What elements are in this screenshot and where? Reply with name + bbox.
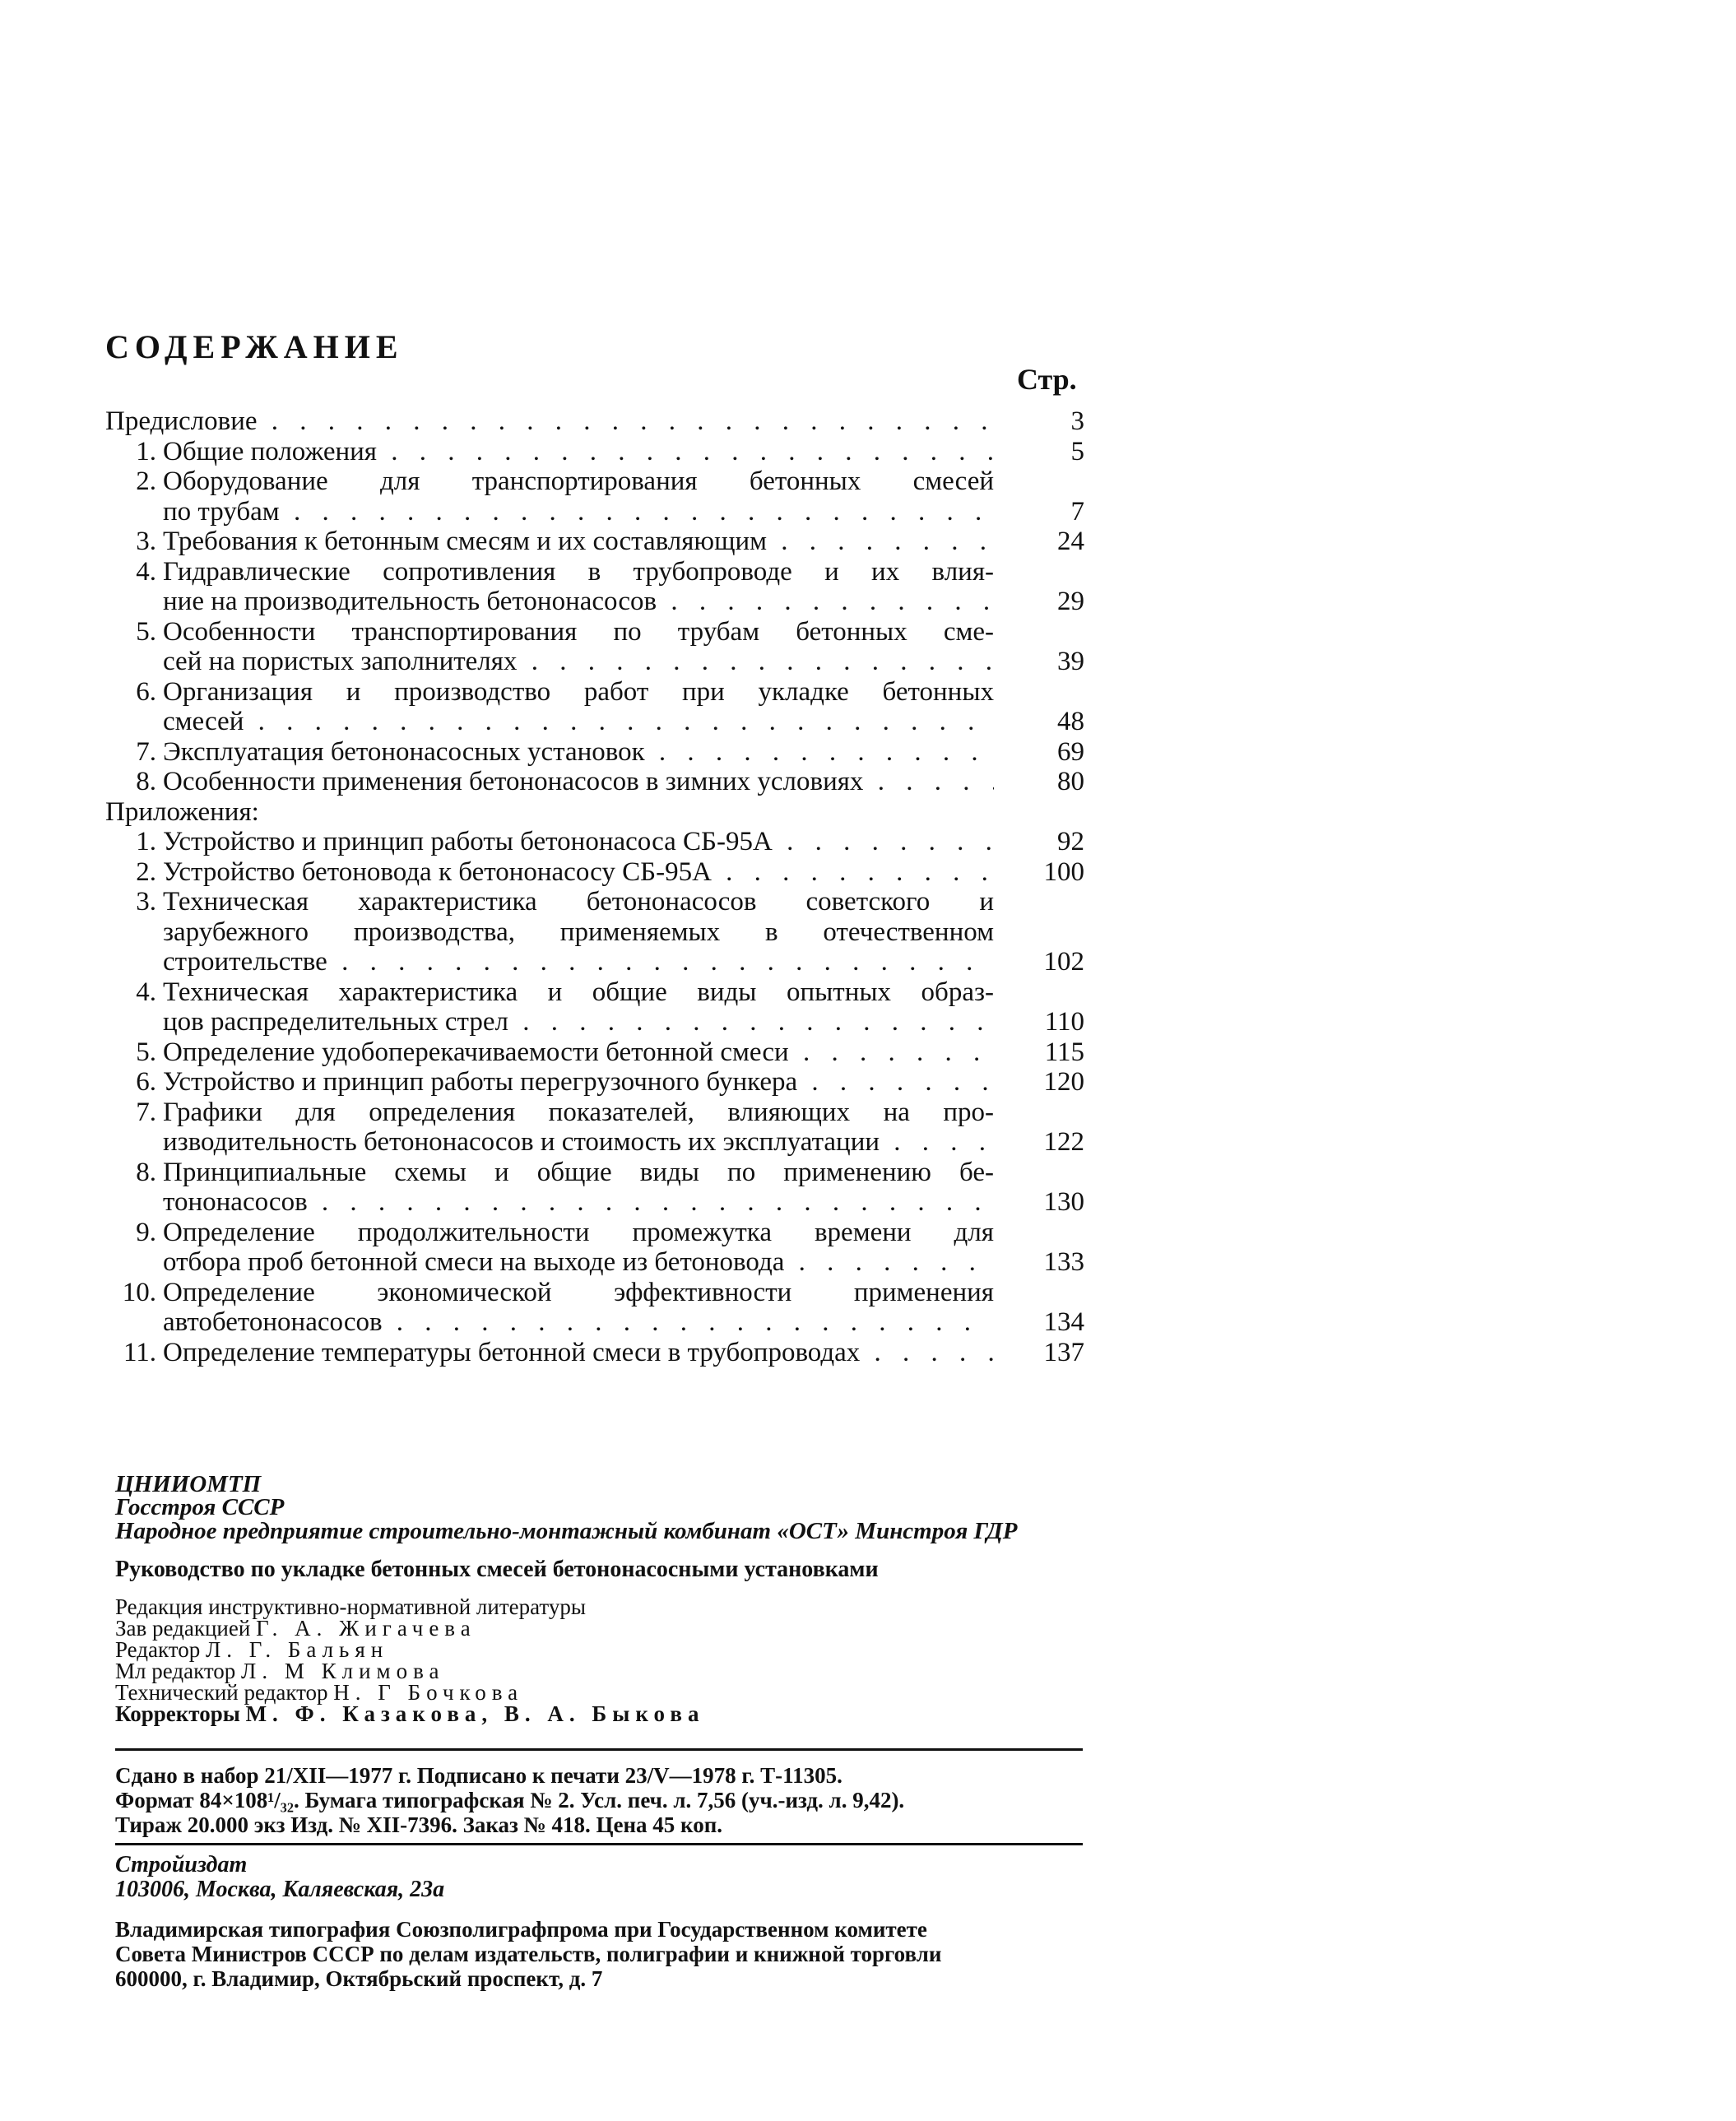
toc-entry-page: 122	[1043, 1127, 1084, 1157]
toc-entry-title: Предисловие . . .	[105, 406, 994, 437]
print-detail-line: Сдано в набор 21/XII—1977 г. Подписано к печати 23/V—1978 г. Т-11305.	[115, 1763, 842, 1788]
credit-role: Редакция инструктивно-нормативной литературы	[115, 1594, 586, 1619]
print-detail-line: Формат 84×108¹/₃₂. Бумага типографская № 2. Усл. печ. л. 7,56 (уч.-изд. л. 9,42).	[115, 1788, 905, 1812]
toc-entry	[105, 1127, 1084, 1158]
credit-line	[115, 1617, 1086, 1639]
toc-entry	[105, 977, 1084, 1008]
credit-role: Мл редактор	[115, 1659, 236, 1683]
credit-role: Корректоры	[115, 1701, 240, 1726]
toc-entry-page: 69	[1057, 736, 1084, 767]
toc-entry-page: 134	[1043, 1307, 1084, 1337]
toc-entry-page: 7	[1070, 496, 1084, 527]
toc-entry-page: 92	[1057, 827, 1084, 856]
credit-name: Л. Г. Бальян	[205, 1637, 389, 1662]
toc-entry	[105, 1007, 1084, 1037]
toc-entry	[105, 587, 1084, 617]
toc-entry-number: 5.	[136, 1037, 156, 1067]
toc-entry-title: автобетононасосов . . .	[163, 1307, 994, 1338]
toc-entry-page: 5	[1070, 436, 1084, 466]
table-of-contents	[105, 406, 1084, 1367]
toc-entry	[105, 437, 1084, 467]
toc-entry-title: по трубам . . .	[163, 497, 994, 527]
toc-entry-number: 4.	[136, 977, 156, 1007]
credit-role: Зав редакцией	[115, 1616, 251, 1641]
toc-entry	[105, 1158, 1084, 1188]
book-title: Руководство по укладке бетонных смесей бетононасосными установками	[115, 1557, 879, 1582]
toc-entry-title: смесей . . .	[163, 707, 994, 737]
toc-entry-number: 8.	[136, 767, 156, 796]
toc-entry	[105, 1338, 1084, 1368]
toc-entry-page: 39	[1057, 647, 1084, 676]
toc-title: СОДЕРЖАНИЕ	[105, 328, 404, 365]
toc-entry-title: отбора проб бетонной смеси на выходе из бетоновода . . .	[163, 1247, 994, 1278]
credit-line	[115, 1682, 1086, 1703]
toc-entry	[105, 1187, 1084, 1218]
credit-name: Н. Г Бочкова	[333, 1680, 524, 1705]
toc-entry	[105, 827, 1084, 857]
toc-entry-title: Определение температуры бетонной смеси в трубопроводах . . .	[163, 1338, 994, 1368]
page-column-header: Стр.	[1017, 363, 1077, 396]
credit-name: Л. М Климова	[241, 1659, 445, 1683]
toc-entry-page: 137	[1043, 1337, 1084, 1367]
toc-entry	[105, 887, 1084, 917]
toc-entry-number: 6.	[136, 676, 156, 707]
toc-entry	[105, 1098, 1084, 1128]
toc-entry-page: 3	[1070, 406, 1084, 436]
toc-entry	[105, 1067, 1084, 1098]
publisher-address: 103006, Москва, Каляевская, 23а	[115, 1877, 445, 1902]
toc-entry	[105, 797, 1084, 828]
imprint-block	[115, 1473, 1086, 1724]
printer-detail-line: 600000, г. Владимир, Октябрьский проспект, д. 7	[115, 1966, 603, 1991]
toc-entry-number: 3.	[136, 527, 156, 556]
org-name: ЦНИИОМТП	[115, 1471, 262, 1497]
toc-entry-title: Определение продолжительности промежутка времени для	[163, 1217, 994, 1247]
toc-entry-number: 2.	[136, 466, 156, 496]
org-partner: Народное предприятие строительно-монтажный комбинат «ОСТ» Минстроя ГДР	[115, 1518, 1018, 1544]
toc-entry-page: 120	[1043, 1067, 1084, 1097]
org-parent: Госстроя СССР	[115, 1494, 285, 1520]
toc-entry-page: 29	[1057, 587, 1084, 616]
toc-entry-title: Устройство и принцип работы перегрузочного бункера . . .	[163, 1067, 994, 1098]
printer-detail-line: Владимирская типография Союзполиграфпрома при Государственном комитете	[115, 1917, 927, 1942]
toc-entry	[105, 737, 1084, 768]
toc-entry-number: 3.	[136, 887, 156, 917]
divider-top	[115, 1748, 1083, 1751]
print-detail-line: Тираж 20.000 экз Изд. № XII-7396. Заказ № 418. Цена 45 коп.	[115, 1812, 723, 1837]
toc-entry-title: Приложения:	[105, 796, 259, 827]
toc-entry-number: 1.	[136, 827, 156, 856]
credit-line	[115, 1660, 1086, 1682]
toc-entry-page: 100	[1043, 856, 1084, 887]
toc-entry-title: изводительность бетононасосов и стоимость их эксплуатации . . .	[163, 1127, 994, 1158]
toc-entry	[105, 406, 1084, 437]
credit-name: М. Ф. Казакова, В. А. Быкова	[245, 1701, 705, 1726]
toc-entry	[105, 767, 1084, 797]
toc-entry-title: Требования к бетонным смесям и их составляющим . . .	[163, 527, 994, 557]
toc-entry-title: Графики для определения показателей, влияющих на про-	[163, 1097, 994, 1127]
toc-entry	[105, 1307, 1084, 1338]
toc-entry-page: 130	[1043, 1187, 1084, 1217]
toc-entry-number: 7.	[136, 736, 156, 767]
toc-entry-title: Устройство бетоновода к бетононасосу СБ-95А . . .	[163, 857, 994, 888]
toc-entry-page: 102	[1043, 947, 1084, 977]
toc-entry	[105, 497, 1084, 527]
toc-entry-number: 1.	[136, 436, 156, 466]
toc-entry	[105, 947, 1084, 977]
credit-line	[115, 1639, 1086, 1660]
credits-list	[115, 1596, 1086, 1724]
toc-entry	[105, 707, 1084, 737]
toc-entry-number: 7.	[136, 1097, 156, 1127]
toc-entry-title: ние на производительность бетононасосов . . .	[163, 587, 994, 617]
toc-entry	[105, 917, 1084, 948]
toc-entry	[105, 527, 1084, 557]
toc-entry	[105, 1247, 1084, 1278]
publisher-block	[115, 1853, 444, 1902]
toc-entry-title: Принципиальные схемы и общие виды по применению бе-	[163, 1157, 994, 1187]
credit-line	[115, 1596, 1086, 1617]
publisher-name: Стройиздат	[115, 1852, 248, 1877]
toc-entry-title: цов распределительных стрел . . .	[163, 1007, 994, 1037]
printer-detail-line: Совета Министров СССР по делам издательств, полиграфии и книжной торговли	[115, 1942, 942, 1966]
toc-entry	[105, 617, 1084, 647]
toc-entry-title: сей на пористых заполнителях . . .	[163, 647, 994, 677]
toc-entry-number: 5.	[136, 616, 156, 647]
credit-role: Технический редактор	[115, 1680, 328, 1705]
toc-entry-title: строительстве . . .	[163, 947, 994, 977]
toc-entry-title: Эксплуатация бетононасосных установок . . .	[163, 737, 994, 768]
toc-entry-number: 2.	[136, 856, 156, 887]
toc-entry-title: Определение экономической эффективности применения	[163, 1277, 994, 1307]
toc-entry	[105, 1037, 1084, 1068]
toc-entry-page: 80	[1057, 767, 1084, 796]
toc-entry-title: Устройство и принцип работы бетононасоса СБ-95А . . .	[163, 827, 994, 857]
credit-line	[115, 1703, 1086, 1724]
toc-entry-page: 24	[1057, 527, 1084, 556]
toc-entry-page: 48	[1057, 707, 1084, 736]
toc-entry-title: Определение удобоперекачиваемости бетонной смеси . . .	[163, 1037, 994, 1068]
toc-entry-number: 11.	[123, 1337, 156, 1367]
toc-entry-title: Особенности транспортирования по трубам бетонных сме-	[163, 616, 994, 647]
toc-entry-title: Техническая характеристика и общие виды опытных образ-	[163, 977, 994, 1007]
toc-entry	[105, 677, 1084, 708]
toc-entry-number: 6.	[136, 1067, 156, 1097]
toc-entry-number: 4.	[136, 556, 156, 587]
toc-entry	[105, 557, 1084, 587]
toc-entry-title: Особенности применения бетононасосов в зимних условиях . . .	[163, 767, 994, 797]
divider-bottom	[115, 1843, 1083, 1845]
toc-entry-page: 110	[1044, 1007, 1084, 1037]
toc-entry-page: 133	[1043, 1247, 1084, 1277]
credit-name: Г. А. Жигачева	[256, 1616, 476, 1641]
printer-details	[115, 1917, 1083, 1991]
credit-role: Редактор	[115, 1637, 201, 1662]
toc-entry	[105, 647, 1084, 677]
toc-entry-title: тононасосов . . .	[163, 1187, 994, 1218]
print-details	[115, 1763, 1083, 1837]
toc-entry	[105, 857, 1084, 888]
toc-entry-title: Техническая характеристика бетононасосов советского и	[163, 887, 994, 917]
toc-entry-title: Организация и производство работ при укладке бетонных	[163, 676, 994, 707]
toc-entry-title: Оборудование для транспортирования бетонных смесей	[163, 466, 994, 496]
toc-entry	[105, 1278, 1084, 1308]
toc-entry-number: 8.	[136, 1157, 156, 1187]
toc-entry-number: 9.	[136, 1217, 156, 1247]
toc-entry-title: Гидравлические сопротивления в трубопроводе и их влия-	[163, 556, 994, 587]
toc-entry-title: зарубежного производства, применяемых в отечественном	[163, 917, 994, 947]
toc-entry	[105, 466, 1084, 497]
toc-entry-title: Общие положения . . .	[163, 437, 994, 467]
toc-entry-page: 115	[1044, 1037, 1084, 1067]
toc-entry	[105, 1218, 1084, 1248]
toc-entry-number: 10.	[122, 1277, 156, 1307]
